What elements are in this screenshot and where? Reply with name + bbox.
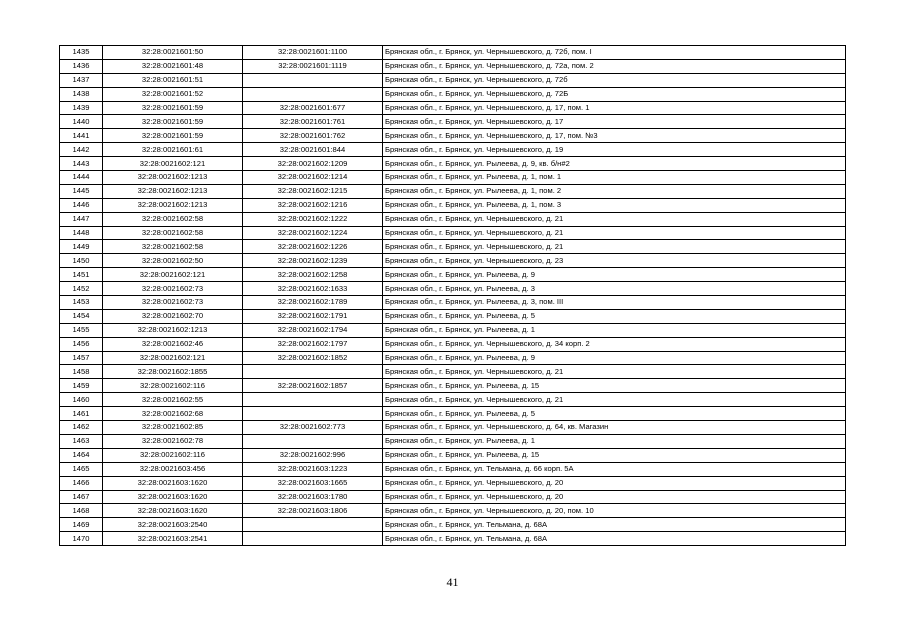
address-cell: Брянская обл., г. Брянск, ул. Рылеева, д. 3, пом. III [383, 296, 846, 310]
cadastral-number-cell: 32:28:0021602:46 [103, 337, 243, 351]
row-number-cell: 1437 [60, 73, 103, 87]
cadastral-number-cell: 32:28:0021602:116 [103, 448, 243, 462]
row-number-cell: 1455 [60, 323, 103, 337]
row-number-cell: 1459 [60, 379, 103, 393]
object-cadastral-number-cell: 32:28:0021601:761 [243, 115, 383, 129]
address-cell: Брянская обл., г. Брянск, ул. Чернышевского, д. 72Б [383, 87, 846, 101]
address-cell: Брянская обл., г. Брянск, ул. Чернышевского, д. 21 [383, 240, 846, 254]
object-cadastral-number-cell: 32:28:0021602:1789 [243, 296, 383, 310]
table-row [60, 171, 846, 185]
object-cadastral-number-cell [243, 518, 383, 532]
cadastral-number-cell: 32:28:0021602:73 [103, 296, 243, 310]
object-cadastral-number-cell: 32:28:0021602:1239 [243, 254, 383, 268]
row-number-cell: 1447 [60, 212, 103, 226]
row-number-cell: 1439 [60, 101, 103, 115]
address-cell: Брянская обл., г. Брянск, ул. Рылеева, д. 1 [383, 323, 846, 337]
table-row [60, 46, 846, 60]
cadastral-number-cell: 32:28:0021601:59 [103, 129, 243, 143]
row-number-cell: 1435 [60, 46, 103, 60]
row-number-cell: 1438 [60, 87, 103, 101]
row-number-cell: 1444 [60, 171, 103, 185]
row-number-cell: 1448 [60, 226, 103, 240]
object-cadastral-number-cell: 32:28:0021602:1215 [243, 184, 383, 198]
object-cadastral-number-cell: 32:28:0021602:773 [243, 421, 383, 435]
row-number-cell: 1453 [60, 296, 103, 310]
address-cell: Брянская обл., г. Брянск, ул. Рылеева, д. 1 [383, 434, 846, 448]
cadastral-number-cell: 32:28:0021602:121 [103, 157, 243, 171]
row-number-cell: 1468 [60, 504, 103, 518]
row-number-cell: 1451 [60, 268, 103, 282]
row-number-cell: 1465 [60, 462, 103, 476]
table-row [60, 254, 846, 268]
address-cell: Брянская обл., г. Брянск, ул. Рылеева, д. 5 [383, 309, 846, 323]
cadastral-number-cell: 32:28:0021602:58 [103, 240, 243, 254]
row-number-cell: 1461 [60, 407, 103, 421]
address-cell: Брянская обл., г. Брянск, ул. Чернышевского, д. 17, пом. 1 [383, 101, 846, 115]
cadastral-number-cell: 32:28:0021601:61 [103, 143, 243, 157]
table-row [60, 268, 846, 282]
cadastral-number-cell: 32:28:0021602:1213 [103, 184, 243, 198]
row-number-cell: 1443 [60, 157, 103, 171]
cadastral-number-cell: 32:28:0021601:50 [103, 46, 243, 60]
object-cadastral-number-cell: 32:28:0021603:1223 [243, 462, 383, 476]
object-cadastral-number-cell: 32:28:0021602:1633 [243, 282, 383, 296]
cadastral-number-cell: 32:28:0021602:68 [103, 407, 243, 421]
cadastral-number-cell: 32:28:0021602:58 [103, 212, 243, 226]
page-number: 41 [446, 575, 459, 589]
object-cadastral-number-cell: 32:28:0021601:844 [243, 143, 383, 157]
row-number-cell: 1466 [60, 476, 103, 490]
object-cadastral-number-cell: 32:28:0021602:1258 [243, 268, 383, 282]
cadastral-number-cell: 32:28:0021602:73 [103, 282, 243, 296]
table-row [60, 434, 846, 448]
address-cell: Брянская обл., г. Брянск, ул. Чернышевского, д. 17, пом. №3 [383, 129, 846, 143]
row-number-cell: 1462 [60, 421, 103, 435]
cadastral-number-cell: 32:28:0021603:1620 [103, 490, 243, 504]
address-cell: Брянская обл., г. Брянск, ул. Рылеева, д. 5 [383, 407, 846, 421]
cadastral-number-cell: 32:28:0021601:51 [103, 73, 243, 87]
cadastral-number-cell: 32:28:0021603:2541 [103, 532, 243, 546]
table-row [60, 421, 846, 435]
row-number-cell: 1469 [60, 518, 103, 532]
row-number-cell: 1442 [60, 143, 103, 157]
row-number-cell: 1458 [60, 365, 103, 379]
address-cell: Брянская обл., г. Брянск, ул. Рылеева, д. 1, пом. 2 [383, 184, 846, 198]
row-number-cell: 1470 [60, 532, 103, 546]
object-cadastral-number-cell: 32:28:0021603:1780 [243, 490, 383, 504]
address-cell: Брянская обл., г. Брянск, ул. Чернышевского, д. 64, кв. Магазин [383, 421, 846, 435]
object-cadastral-number-cell: 32:28:0021601:1119 [243, 59, 383, 73]
object-cadastral-number-cell: 32:28:0021601:677 [243, 101, 383, 115]
object-cadastral-number-cell: 32:28:0021602:1226 [243, 240, 383, 254]
table-row [60, 212, 846, 226]
table-row [60, 448, 846, 462]
address-cell: Брянская обл., г. Брянск, ул. Чернышевского, д. 34 корп. 2 [383, 337, 846, 351]
row-number-cell: 1449 [60, 240, 103, 254]
address-cell: Брянская обл., г. Брянск, ул. Чернышевского, д. 20 [383, 476, 846, 490]
table-row [60, 240, 846, 254]
cadastral-number-cell: 32:28:0021602:1213 [103, 323, 243, 337]
row-number-cell: 1456 [60, 337, 103, 351]
row-number-cell: 1467 [60, 490, 103, 504]
row-number-cell: 1457 [60, 351, 103, 365]
table-row [60, 490, 846, 504]
row-number-cell: 1446 [60, 198, 103, 212]
row-number-cell: 1463 [60, 434, 103, 448]
table-row [60, 73, 846, 87]
table-row [60, 532, 846, 546]
cadastral-number-cell: 32:28:0021602:78 [103, 434, 243, 448]
address-cell: Брянская обл., г. Брянск, ул. Рылеева, д. 1, пом. 1 [383, 171, 846, 185]
cadastral-number-cell: 32:28:0021603:1620 [103, 504, 243, 518]
table-row [60, 462, 846, 476]
object-cadastral-number-cell: 32:28:0021602:1214 [243, 171, 383, 185]
table-row [60, 87, 846, 101]
address-cell: Брянская обл., г. Брянск, ул. Рылеева, д. 9 [383, 351, 846, 365]
object-cadastral-number-cell [243, 365, 383, 379]
address-cell: Брянская обл., г. Брянск, ул. Чернышевского, д. 20, пом. 10 [383, 504, 846, 518]
cadastral-number-cell: 32:28:0021603:456 [103, 462, 243, 476]
object-cadastral-number-cell: 32:28:0021602:1222 [243, 212, 383, 226]
table-row [60, 115, 846, 129]
row-number-cell: 1440 [60, 115, 103, 129]
address-cell: Брянская обл., г. Брянск, ул. Чернышевского, д. 21 [383, 393, 846, 407]
address-cell: Брянская обл., г. Брянск, ул. Тельмана, д. 66 корп. 5А [383, 462, 846, 476]
cadastral-number-cell: 32:28:0021601:59 [103, 115, 243, 129]
object-cadastral-number-cell: 32:28:0021602:1794 [243, 323, 383, 337]
cadastral-number-cell: 32:28:0021601:59 [103, 101, 243, 115]
cadastral-table [59, 45, 846, 546]
address-cell: Брянская обл., г. Брянск, ул. Рылеева, д. 3 [383, 282, 846, 296]
table-row [60, 379, 846, 393]
address-cell: Брянская обл., г. Брянск, ул. Рылеева, д. 1, пом. 3 [383, 198, 846, 212]
table-row [60, 129, 846, 143]
address-cell: Брянская обл., г. Брянск, ул. Чернышевского, д. 72а, пом. 2 [383, 59, 846, 73]
object-cadastral-number-cell: 32:28:0021602:1791 [243, 309, 383, 323]
object-cadastral-number-cell: 32:28:0021602:1852 [243, 351, 383, 365]
table-row [60, 504, 846, 518]
address-cell: Брянская обл., г. Брянск, ул. Чернышевского, д. 19 [383, 143, 846, 157]
cadastral-number-cell: 32:28:0021602:70 [103, 309, 243, 323]
object-cadastral-number-cell: 32:28:0021603:1665 [243, 476, 383, 490]
object-cadastral-number-cell: 32:28:0021602:1209 [243, 157, 383, 171]
cadastral-number-cell: 32:28:0021602:1855 [103, 365, 243, 379]
object-cadastral-number-cell [243, 532, 383, 546]
address-cell: Брянская обл., г. Брянск, ул. Чернышевского, д. 21 [383, 365, 846, 379]
table-row [60, 184, 846, 198]
table-row [60, 518, 846, 532]
row-number-cell: 1450 [60, 254, 103, 268]
table-row [60, 226, 846, 240]
row-number-cell: 1452 [60, 282, 103, 296]
address-cell: Брянская обл., г. Брянск, ул. Рылеева, д. 15 [383, 379, 846, 393]
object-cadastral-number-cell: 32:28:0021602:1797 [243, 337, 383, 351]
table-row [60, 143, 846, 157]
cadastral-number-cell: 32:28:0021602:50 [103, 254, 243, 268]
table-row [60, 101, 846, 115]
table-row [60, 157, 846, 171]
object-cadastral-number-cell: 32:28:0021602:1216 [243, 198, 383, 212]
cadastral-number-cell: 32:28:0021602:58 [103, 226, 243, 240]
object-cadastral-number-cell: 32:28:0021602:1857 [243, 379, 383, 393]
cadastral-number-cell: 32:28:0021601:48 [103, 59, 243, 73]
object-cadastral-number-cell [243, 407, 383, 421]
row-number-cell: 1436 [60, 59, 103, 73]
object-cadastral-number-cell: 32:28:0021603:1806 [243, 504, 383, 518]
row-number-cell: 1445 [60, 184, 103, 198]
address-cell: Брянская обл., г. Брянск, ул. Чернышевского, д. 17 [383, 115, 846, 129]
table-row [60, 282, 846, 296]
table-row [60, 309, 846, 323]
object-cadastral-number-cell: 32:28:0021601:762 [243, 129, 383, 143]
address-cell: Брянская обл., г. Брянск, ул. Чернышевского, д. 20 [383, 490, 846, 504]
cadastral-number-cell: 32:28:0021602:55 [103, 393, 243, 407]
cadastral-number-cell: 32:28:0021602:121 [103, 351, 243, 365]
object-cadastral-number-cell [243, 87, 383, 101]
address-cell: Брянская обл., г. Брянск, ул. Чернышевского, д. 21 [383, 212, 846, 226]
cadastral-number-cell: 32:28:0021602:116 [103, 379, 243, 393]
cadastral-number-cell: 32:28:0021601:52 [103, 87, 243, 101]
object-cadastral-number-cell [243, 73, 383, 87]
address-cell: Брянская обл., г. Брянск, ул. Чернышевского, д. 72б, пом. I [383, 46, 846, 60]
address-cell: Брянская обл., г. Брянск, ул. Чернышевского, д. 72б [383, 73, 846, 87]
row-number-cell: 1464 [60, 448, 103, 462]
table-row [60, 59, 846, 73]
address-cell: Брянская обл., г. Брянск, ул. Тельмана, д. 68А [383, 518, 846, 532]
table-row [60, 351, 846, 365]
object-cadastral-number-cell: 32:28:0021602:1224 [243, 226, 383, 240]
address-cell: Брянская обл., г. Брянск, ул. Рылеева, д. 15 [383, 448, 846, 462]
table-body [60, 46, 846, 546]
address-cell: Брянская обл., г. Брянск, ул. Чернышевского, д. 23 [383, 254, 846, 268]
table-row [60, 393, 846, 407]
row-number-cell: 1460 [60, 393, 103, 407]
object-cadastral-number-cell: 32:28:0021601:1100 [243, 46, 383, 60]
address-cell: Брянская обл., г. Брянск, ул. Рылеева, д. 9 [383, 268, 846, 282]
table-row [60, 323, 846, 337]
cadastral-number-cell: 32:28:0021602:121 [103, 268, 243, 282]
object-cadastral-number-cell: 32:28:0021602:996 [243, 448, 383, 462]
table-row [60, 296, 846, 310]
row-number-cell: 1441 [60, 129, 103, 143]
table-row [60, 407, 846, 421]
table-row [60, 198, 846, 212]
cadastral-number-cell: 32:28:0021603:2540 [103, 518, 243, 532]
cadastral-number-cell: 32:28:0021602:1213 [103, 171, 243, 185]
object-cadastral-number-cell [243, 434, 383, 448]
table-row [60, 365, 846, 379]
object-cadastral-number-cell [243, 393, 383, 407]
cadastral-number-cell: 32:28:0021603:1620 [103, 476, 243, 490]
row-number-cell: 1454 [60, 309, 103, 323]
address-cell: Брянская обл., г. Брянск, ул. Рылеева, д. 9, кв. б/н#2 [383, 157, 846, 171]
address-cell: Брянская обл., г. Брянск, ул. Чернышевского, д. 21 [383, 226, 846, 240]
table-row [60, 337, 846, 351]
address-cell: Брянская обл., г. Брянск, ул. Тельмана, д. 68А [383, 532, 846, 546]
table-row [60, 476, 846, 490]
cadastral-number-cell: 32:28:0021602:1213 [103, 198, 243, 212]
cadastral-number-cell: 32:28:0021602:85 [103, 421, 243, 435]
